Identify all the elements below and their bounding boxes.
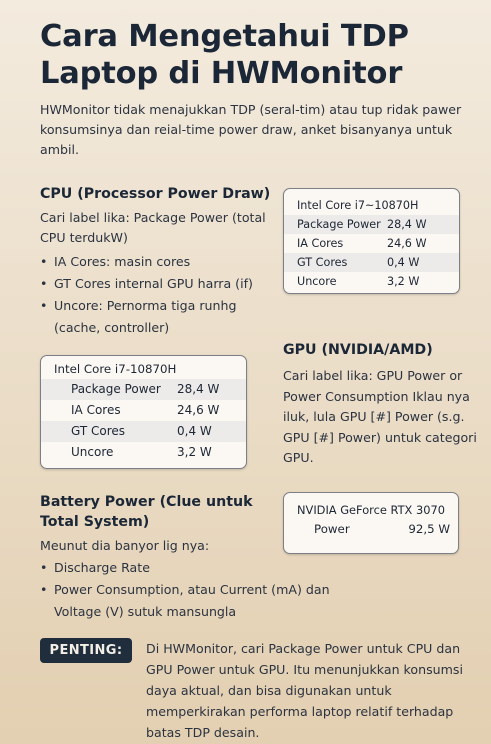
table-row xyxy=(41,379,246,400)
gpu-heading: GPU (NVIDIA/AMD) xyxy=(283,342,433,358)
table-row xyxy=(284,519,458,539)
card-title: Intel Core i7~10870H xyxy=(297,199,419,212)
table-row xyxy=(284,234,459,253)
battery-bullet-list xyxy=(40,557,370,623)
important-note-text: Di HWMonitor, cari Package Power untuk CPU dan GPU Power untuk GPU. Itu menunjukkan konsumsi daya aktual, dan bisa digunakan untuk memperkirakan performa laptop relatif terhadap batas TDP desain. xyxy=(146,641,463,740)
page-title: Cara Mengetahui TDP Laptop di HWMonitor xyxy=(40,19,409,91)
row-label: GT Cores xyxy=(71,424,126,438)
list-item: • Discharge Rate xyxy=(40,557,370,579)
row-label: Uncore xyxy=(297,275,337,288)
table-row xyxy=(41,400,246,421)
battery-description: Meunut dia banyor lig nya: xyxy=(40,538,210,553)
table-row xyxy=(284,215,459,234)
gpu-description: Cari label lika: GPU Power or Power Consumption Iklau nya iluk, lula GPU [#] Power (s.g. GPU [#] Power) untuk categori GPU. xyxy=(283,368,477,465)
gpu-power-card xyxy=(283,492,459,554)
row-value: 3,2 W xyxy=(387,275,420,288)
list-item: • GT Cores internal GPU harra (if) xyxy=(40,273,272,295)
row-value: 24,6 W xyxy=(177,403,220,417)
row-value: 28,4 W xyxy=(387,218,427,231)
card-title: NVIDIA GeForce RTX 3070 xyxy=(297,503,445,517)
row-value: 28,4 W xyxy=(177,382,220,396)
cpu-power-card-large xyxy=(40,355,247,469)
list-item: • Uncore: Pernorma tiga runhg (cache, controller) xyxy=(40,295,272,339)
gpu-section xyxy=(283,340,479,469)
intro-text: HWMonitor tidak menajukkan TDP (seral-tim) atau tup ridak pawer konsumsinya dan reial-time power draw, anket bisanyanya untuk ambil. xyxy=(40,102,462,157)
row-value: 0,4 W xyxy=(387,256,420,269)
row-value: 92,5 W xyxy=(408,522,450,536)
row-label: Package Power xyxy=(71,382,161,396)
table-row xyxy=(284,253,459,272)
list-item: • IA Cores: masin cores xyxy=(40,251,272,273)
row-label: Power xyxy=(314,522,350,536)
row-label: GT Cores xyxy=(297,256,348,269)
battery-heading: Battery Power (Clue untuk Total System) xyxy=(40,494,253,530)
cpu-power-card-small xyxy=(283,188,460,294)
row-label: Package Power xyxy=(297,218,381,231)
row-value: 0,4 W xyxy=(177,424,212,438)
cpu-section xyxy=(40,184,272,339)
table-row xyxy=(41,421,246,442)
cpu-bullet-list xyxy=(40,251,272,339)
row-value: 3,2 W xyxy=(177,445,212,459)
important-badge: PENTING: xyxy=(40,638,132,663)
row-label: IA Cores xyxy=(297,237,344,250)
row-value: 24,6 W xyxy=(387,237,427,250)
list-item: • Power Consumption, atau Current (mA) dan Voltage (V) sutuk mansungla xyxy=(40,579,354,623)
card-title: Intel Core i7-10870H xyxy=(54,362,177,376)
table-row xyxy=(284,272,459,291)
cpu-heading: CPU (Processor Power Draw) xyxy=(40,186,271,202)
table-row xyxy=(41,442,246,463)
row-label: Uncore xyxy=(71,445,114,459)
battery-section xyxy=(40,492,330,623)
row-label: IA Cores xyxy=(71,403,121,417)
cpu-description: Cari label lika: Package Power (total CPU terdukW) xyxy=(40,210,266,245)
